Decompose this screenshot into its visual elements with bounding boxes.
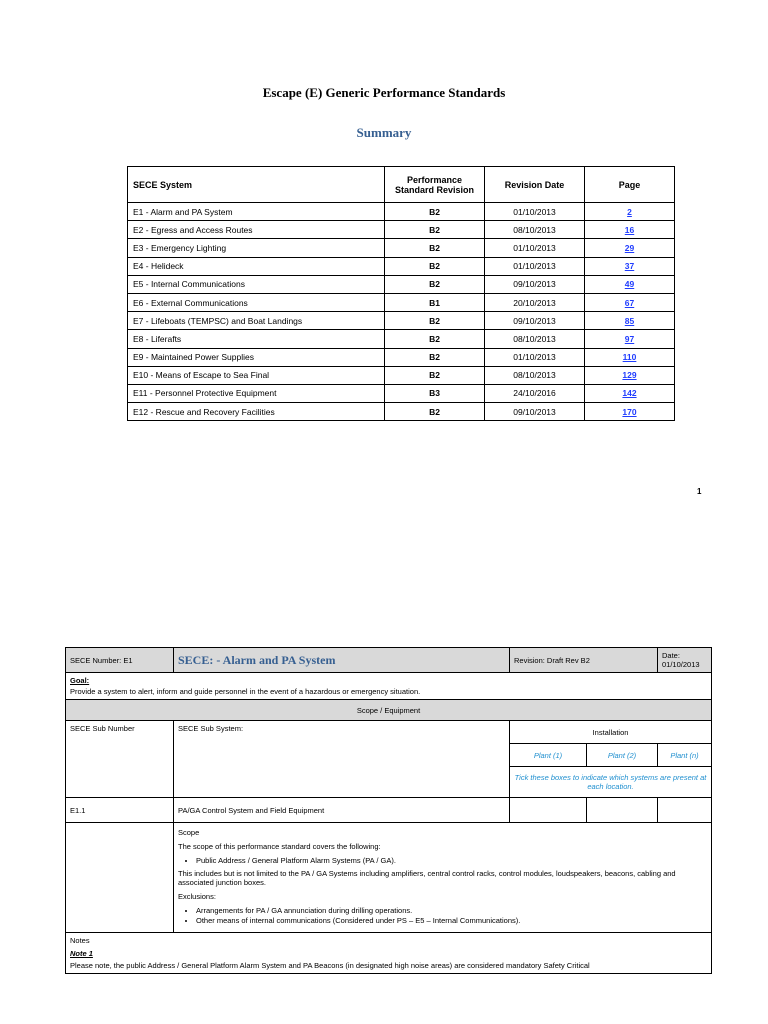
summary-revision: B2 — [385, 366, 485, 384]
plant-1: Plant (1) — [510, 744, 587, 767]
installation-label: Installation — [510, 721, 712, 744]
summary-revision: B1 — [385, 293, 485, 311]
summary-row — [128, 330, 675, 348]
summary-row — [128, 257, 675, 275]
scope-label: Scope — [178, 828, 200, 837]
sece-table — [65, 647, 712, 974]
summary-page-link[interactable]: 142 — [622, 388, 637, 399]
installation-row — [66, 721, 712, 744]
scope-bullet: • Public Address / General Platform Alarm Systems (PA / GA). — [196, 856, 707, 865]
summary-row — [128, 312, 675, 330]
summary-date: 20/10/2013 — [485, 293, 585, 311]
exclusion-bullet: • Arrangements for PA / GA annunciation during drilling operations. — [196, 906, 707, 915]
summary-system: E6 - External Communications — [128, 293, 385, 311]
header-revision: Performance Standard Revision — [385, 167, 485, 203]
notes-cell — [66, 933, 712, 974]
sece-title — [174, 648, 510, 673]
summary-row — [128, 239, 675, 257]
summary-page-link[interactable]: 110 — [622, 352, 637, 363]
summary-page-link[interactable]: 37 — [624, 261, 635, 272]
summary-system: E5 - Internal Communications — [128, 275, 385, 293]
note-1-text: Please note, the public Address / General Platform Alarm System and PA Beacons (in designated high noise areas) are considered mandatory Safety Critical — [70, 961, 590, 970]
summary-page-link[interactable]: 97 — [624, 333, 635, 344]
note-1-label: Note 1 — [70, 949, 93, 958]
summary-row — [128, 275, 675, 293]
summary-page-cell — [585, 366, 675, 384]
summary-system: E3 - Emergency Lighting — [128, 239, 385, 257]
summary-page-link[interactable]: 85 — [624, 315, 635, 326]
summary-page-cell — [585, 403, 675, 421]
summary-revision: B2 — [385, 257, 485, 275]
sece-date: Date: 01/10/2013 — [658, 648, 712, 673]
summary-page-link[interactable]: 16 — [624, 224, 635, 235]
summary-page-link[interactable]: 49 — [624, 279, 635, 290]
header-revision-date: Revision Date — [485, 167, 585, 203]
exclusion-bullets — [178, 906, 707, 925]
sece-revision: Revision: Draft Rev B2 — [510, 648, 658, 673]
plant-2: Plant (2) — [587, 744, 658, 767]
summary-system: E4 - Helideck — [128, 257, 385, 275]
summary-page-cell — [585, 239, 675, 257]
summary-system: E2 - Egress and Access Routes — [128, 221, 385, 239]
sece-header-row — [66, 648, 712, 673]
summary-row — [128, 366, 675, 384]
e11-row — [66, 798, 712, 823]
summary-page-cell — [585, 330, 675, 348]
summary-system: E1 - Alarm and PA System — [128, 203, 385, 221]
summary-table — [127, 166, 675, 421]
summary-page-cell — [585, 348, 675, 366]
summary-system: E10 - Means of Escape to Sea Final — [128, 366, 385, 384]
notes-label: Notes — [70, 936, 90, 945]
includes-text: This includes but is not limited to the PA / GA Systems including amplifiers, central control racks, control modules, loudspeakers, beacons, cabling and associated junction boxes. — [178, 869, 676, 887]
scope-row — [66, 823, 712, 933]
goal-row — [66, 673, 712, 700]
summary-revision: B2 — [385, 403, 485, 421]
summary-page-cell — [585, 203, 675, 221]
scope-bullets — [178, 856, 707, 865]
summary-page-cell — [585, 312, 675, 330]
summary-system: E12 - Rescue and Recovery Facilities — [128, 403, 385, 421]
summary-page-link[interactable]: 129 — [622, 370, 637, 381]
notes-row — [66, 933, 712, 974]
header-page: Page — [585, 167, 675, 203]
scope-cell — [174, 823, 712, 933]
summary-page-cell — [585, 221, 675, 239]
summary-row — [128, 221, 675, 239]
summary-date: 24/10/2016 — [485, 384, 585, 402]
summary-date: 01/10/2013 — [485, 257, 585, 275]
summary-header-row — [128, 167, 675, 203]
scope-empty-cell — [66, 823, 174, 933]
plant-n: Plant (n) — [658, 744, 712, 767]
summary-date: 09/10/2013 — [485, 275, 585, 293]
header-sece-system: SECE System — [128, 167, 385, 203]
summary-date: 09/10/2013 — [485, 403, 585, 421]
summary-revision: B3 — [385, 384, 485, 402]
sece-number: SECE Number: E1 — [66, 648, 174, 673]
page-number: 1 — [697, 487, 702, 496]
e11-name: PA/GA Control System and Field Equipment — [174, 798, 510, 823]
summary-revision: B2 — [385, 312, 485, 330]
summary-date: 01/10/2013 — [485, 239, 585, 257]
summary-system: E7 - Lifeboats (TEMPSC) and Boat Landings — [128, 312, 385, 330]
summary-page-link[interactable]: 2 — [627, 206, 632, 217]
sub-number-label: SECE Sub Number — [66, 721, 174, 798]
summary-page-cell — [585, 257, 675, 275]
summary-row — [128, 293, 675, 311]
summary-date: 09/10/2013 — [485, 312, 585, 330]
scope-intro: The scope of this performance standard covers the following: — [178, 842, 381, 851]
goal-text: Provide a system to alert, inform and guide personnel in the event of a hazardous or emergency situation. — [70, 687, 421, 696]
exclusion-bullet: • Other means of internal communications (Considered under PS – E5 – Internal Communications). — [196, 916, 707, 925]
scope-band: Scope / Equipment — [66, 700, 712, 721]
summary-revision: B2 — [385, 221, 485, 239]
summary-page-cell — [585, 384, 675, 402]
sece-title-text: SECE: - Alarm and PA System — [178, 652, 336, 667]
summary-revision: B2 — [385, 239, 485, 257]
summary-row — [128, 384, 675, 402]
page-title: Escape (E) Generic Performance Standards — [262, 85, 506, 100]
summary-page-link[interactable]: 170 — [622, 406, 637, 417]
e11-plant-2-checkbox[interactable] — [587, 798, 658, 823]
summary-date: 01/10/2013 — [485, 348, 585, 366]
summary-page-cell — [585, 275, 675, 293]
summary-date: 08/10/2013 — [485, 221, 585, 239]
summary-page-link[interactable]: 67 — [624, 297, 635, 308]
scope-band-row — [66, 700, 712, 721]
summary-row — [128, 403, 675, 421]
e11-plant-1-checkbox[interactable] — [510, 798, 587, 823]
goal-label: Goal: — [70, 676, 90, 685]
summary-page-cell — [585, 293, 675, 311]
sub-system-label: SECE Sub System: — [174, 721, 510, 798]
summary-system: E8 - Liferafts — [128, 330, 385, 348]
goal-cell — [66, 673, 712, 700]
summary-row — [128, 348, 675, 366]
summary-heading: Summary — [356, 125, 412, 140]
summary-system: E9 - Maintained Power Supplies — [128, 348, 385, 366]
summary-row — [128, 203, 675, 221]
tick-note: Tick these boxes to indicate which systems are present at each location. — [510, 767, 712, 798]
exclusions-label: Exclusions: — [178, 892, 216, 901]
e11-plant-n-checkbox[interactable] — [658, 798, 712, 823]
summary-date: 01/10/2013 — [485, 203, 585, 221]
e11-number: E1.1 — [66, 798, 174, 823]
summary-revision: B2 — [385, 275, 485, 293]
summary-page-link[interactable]: 29 — [624, 242, 635, 253]
summary-revision: B2 — [385, 203, 485, 221]
summary-date: 08/10/2013 — [485, 366, 585, 384]
summary-date: 08/10/2013 — [485, 330, 585, 348]
summary-system: E11 - Personnel Protective Equipment — [128, 384, 385, 402]
summary-revision: B2 — [385, 330, 485, 348]
summary-revision: B2 — [385, 348, 485, 366]
